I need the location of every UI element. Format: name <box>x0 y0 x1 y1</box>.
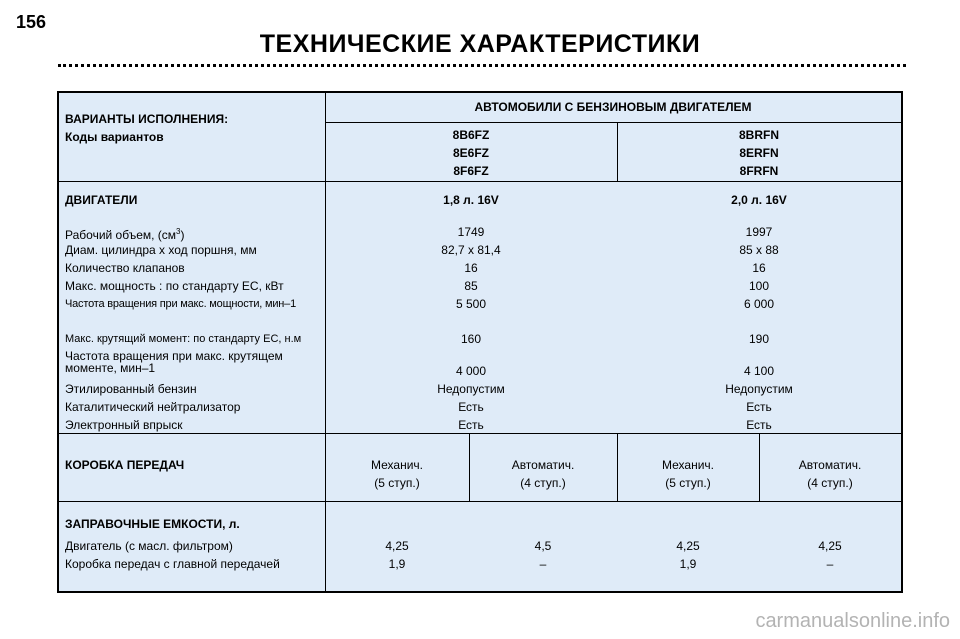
max-torque-value-1: 160 <box>460 332 482 346</box>
max-power-value-2: 100 <box>748 279 770 293</box>
codes-label: Коды вариантов <box>65 130 164 144</box>
engine-oil-value-1: 4,25 <box>385 539 409 553</box>
displacement-value-2: 1997 <box>745 225 773 239</box>
engines-section-label: ДВИГАТЕЛИ <box>65 193 138 207</box>
code-1-3: 8F6FZ <box>453 164 489 178</box>
engines-section <box>59 182 901 433</box>
max-power-label: Макс. мощность : по стандарту ЕС, кВт <box>65 279 284 293</box>
valves-label: Количество клапанов <box>65 261 185 275</box>
max-torque-label: Макс. крутящий момент: по стандарту ЕС, н.м <box>65 333 302 345</box>
petrol-group-label: АВТОМОБИЛИ С БЕНЗИНОВЫМ ДВИГАТЕЛЕМ <box>474 100 752 114</box>
engine-oil-value-4: 4,25 <box>818 539 842 553</box>
capacities-section <box>59 502 901 593</box>
power-rpm-label: Частота вращения при макс. мощности, мин–1 <box>65 298 297 310</box>
engine-2-title: 2,0 л. 16V <box>731 193 787 207</box>
bore-stroke-value-2: 85 x 88 <box>739 243 779 257</box>
bore-stroke-label: Диам. цилиндра x ход поршня, мм <box>65 243 257 257</box>
injection-value-1: Есть <box>458 418 484 432</box>
code-2-2: 8ERFN <box>739 146 779 160</box>
leaded-fuel-label: Этилированный бензин <box>65 382 197 396</box>
valves-value-1: 16 <box>464 261 478 275</box>
gearbox-steps-3: (5 ступ.) <box>665 476 711 490</box>
gearbox-oil-value-4: – <box>826 557 834 571</box>
gearbox-type-4: Автоматич. <box>798 458 862 472</box>
code-1-1: 8B6FZ <box>452 128 490 142</box>
page-number: 156 <box>16 12 47 32</box>
engine-oil-value-3: 4,25 <box>676 539 700 553</box>
engine-oil-label: Двигатель (с масл. фильтром) <box>65 539 233 553</box>
torque-rpm-value-2: 4 100 <box>743 364 775 378</box>
engine-1-title: 1,8 л. 16V <box>443 193 499 207</box>
variants-label: ВАРИАНТЫ ИСПОЛНЕНИЯ: <box>65 112 229 126</box>
code-2-3: 8FRFN <box>739 164 779 178</box>
valves-value-2: 16 <box>752 261 766 275</box>
page-title: ТЕХНИЧЕСКИЕ ХАРАКТЕРИСТИКИ <box>259 30 701 58</box>
max-torque-value-2: 190 <box>748 332 770 346</box>
power-rpm-value-2: 6 000 <box>743 297 775 311</box>
torque-rpm-value-1: 4 000 <box>455 364 487 378</box>
engine-oil-value-2: 4,5 <box>534 539 552 553</box>
gearbox-type-1: Механич. <box>371 458 423 472</box>
group-underline <box>326 122 901 123</box>
injection-value-2: Есть <box>746 418 772 432</box>
watermark: carmanualsonline.info <box>755 610 950 632</box>
gearbox-steps-1: (5 ступ.) <box>374 476 420 490</box>
gearbox-oil-value-3: 1,9 <box>679 557 697 571</box>
gearbox-steps-4: (4 ступ.) <box>807 476 853 490</box>
code-1-2: 8E6FZ <box>452 146 489 160</box>
dotted-divider <box>58 64 906 67</box>
catalyst-value-2: Есть <box>746 400 772 414</box>
injection-label: Электронный впрыск <box>65 418 183 432</box>
leaded-fuel-value-1: Недопустим <box>437 382 505 396</box>
capacities-section-label: ЗАПРАВОЧНЫЕ ЕМКОСТИ, л. <box>65 517 240 531</box>
catalyst-value-1: Есть <box>458 400 484 414</box>
gearbox-type-3: Механич. <box>662 458 714 472</box>
gearbox-type-2: Автоматич. <box>511 458 575 472</box>
gearbox-oil-value-2: – <box>539 557 547 571</box>
gearbox-oil-value-1: 1,9 <box>388 557 406 571</box>
max-power-value-1: 85 <box>464 279 478 293</box>
displacement-value-1: 1749 <box>457 225 485 239</box>
gearbox-oil-label: Коробка передач с главной передачей <box>65 557 280 571</box>
header-section <box>59 93 901 181</box>
bore-stroke-value-1: 82,7 x 81,4 <box>441 243 501 257</box>
power-rpm-value-1: 5 500 <box>455 297 487 311</box>
gearbox-section <box>59 434 901 501</box>
displacement-label: Рабочий объем, $(см^3)$ <box>65 227 185 242</box>
leaded-fuel-value-2: Недопустим <box>725 382 793 396</box>
code-2-1: 8BRFN <box>738 128 779 142</box>
spec-table <box>57 91 903 593</box>
torque-rpm-label: Частота вращения при макс. крутящем моменте, мин–1 <box>65 349 283 375</box>
gearbox-section-label: КОРОБКА ПЕРЕДАЧ <box>65 458 185 472</box>
gearbox-steps-2: (4 ступ.) <box>520 476 566 490</box>
catalyst-label: Каталитический нейтрализатор <box>65 400 241 414</box>
